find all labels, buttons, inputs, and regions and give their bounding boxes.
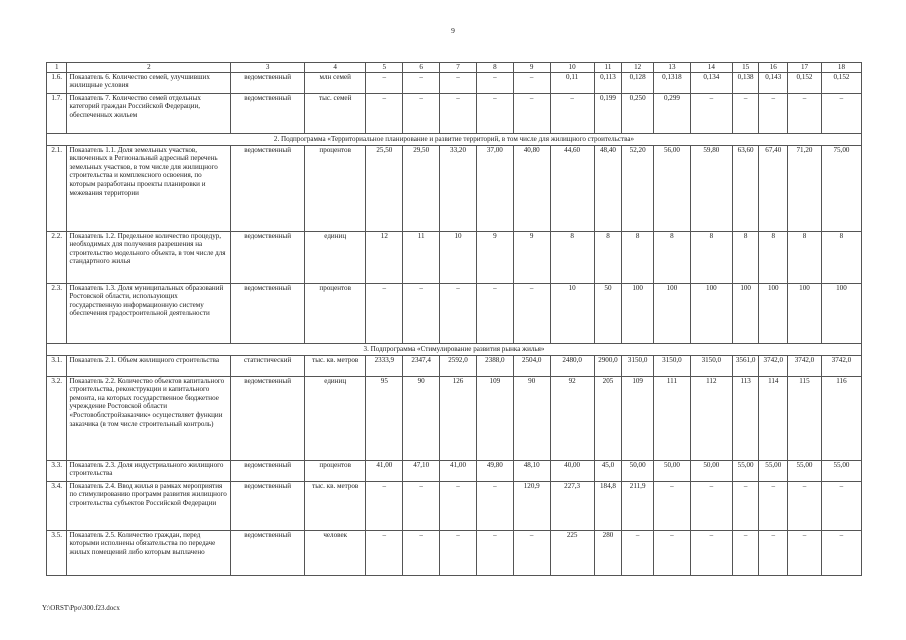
indicator-name: Показатель 1.1. Доля земельных участков, включенных в Региональный адресный перечень земельных участков, в том числе для жилищного строительства и комплексного освоения, по которым разработаны проекты планировки и межевания территории bbox=[67, 145, 231, 231]
column-number: 7 bbox=[440, 63, 477, 73]
value-cell: – bbox=[821, 530, 861, 575]
row-number: 3.2. bbox=[47, 376, 67, 460]
subprogram-title: 2. Подпрограмма «Территориальное планирование и развитие территорий, в том числе для жилищного строительства» bbox=[47, 133, 862, 145]
page-number: 9 bbox=[451, 26, 455, 35]
column-number: 1 bbox=[47, 63, 67, 73]
value-cell: 184,8 bbox=[594, 481, 622, 530]
indicator-type: ведомственный bbox=[231, 231, 305, 283]
value-cell: 63,60 bbox=[732, 145, 759, 231]
column-number: 16 bbox=[759, 63, 788, 73]
column-number: 9 bbox=[513, 63, 550, 73]
unit: процентов bbox=[304, 283, 365, 343]
value-cell: 3150,0 bbox=[690, 355, 732, 376]
value-cell: 8 bbox=[594, 231, 622, 283]
value-cell: – bbox=[821, 93, 861, 133]
column-number: 13 bbox=[654, 63, 691, 73]
row-number: 2.1. bbox=[47, 145, 67, 231]
value-cell: 9 bbox=[476, 231, 513, 283]
value-cell: 2592,0 bbox=[440, 355, 477, 376]
value-cell: 100 bbox=[759, 283, 788, 343]
value-cell: 11 bbox=[403, 231, 440, 283]
value-cell: – bbox=[440, 283, 477, 343]
value-cell: – bbox=[476, 530, 513, 575]
table-row bbox=[47, 481, 862, 530]
value-cell: 71,20 bbox=[788, 145, 822, 231]
value-cell: 8 bbox=[654, 231, 691, 283]
value-cell: 0,299 bbox=[654, 93, 691, 133]
value-cell: 126 bbox=[440, 376, 477, 460]
indicator-type: ведомственный bbox=[231, 376, 305, 460]
indicator-name: Показатель 2.5. Количество граждан, перед которыми исполнены обязательства по передаче жилых помещений либо которым выплачено bbox=[67, 530, 231, 575]
value-cell: – bbox=[550, 93, 594, 133]
unit: тыс. семей bbox=[304, 93, 365, 133]
value-cell: 8 bbox=[550, 231, 594, 283]
column-number: 11 bbox=[594, 63, 622, 73]
value-cell: – bbox=[440, 530, 477, 575]
value-cell: 55,00 bbox=[759, 460, 788, 481]
table-row bbox=[47, 145, 862, 231]
column-number-row bbox=[47, 63, 862, 73]
table-row bbox=[47, 376, 862, 460]
value-cell: 8 bbox=[788, 231, 822, 283]
value-cell: 100 bbox=[821, 283, 861, 343]
value-cell: 12 bbox=[366, 231, 403, 283]
row-number: 3.3. bbox=[47, 460, 67, 481]
indicator-type: ведомственный bbox=[231, 145, 305, 231]
value-cell: 100 bbox=[732, 283, 759, 343]
value-cell: 44,60 bbox=[550, 145, 594, 231]
subprogram-row bbox=[47, 343, 862, 355]
value-cell: 120,9 bbox=[513, 481, 550, 530]
value-cell: 100 bbox=[622, 283, 654, 343]
value-cell: – bbox=[513, 283, 550, 343]
value-cell: 225 bbox=[550, 530, 594, 575]
value-cell: 2333,9 bbox=[366, 355, 403, 376]
value-cell: – bbox=[403, 283, 440, 343]
table-row bbox=[47, 355, 862, 376]
value-cell: 2347,4 bbox=[403, 355, 440, 376]
value-cell: 112 bbox=[690, 376, 732, 460]
indicator-name: Показатель 2.2. Количество объектов капитального строительства, реконструкции и капитального ремонта, на которых государственное бюджетное учреждение Ростовской области «Ростовоблстройзаказчик» осуществляет функции заказчика (в том числе строительный контроль) bbox=[67, 376, 231, 460]
indicator-name: Показатель 1.3. Доля муниципальных образований Ростовской области, использующих государственную информационную систему обеспечения градостроительной деятельности bbox=[67, 283, 231, 343]
value-cell: 41,00 bbox=[366, 460, 403, 481]
value-cell: 56,00 bbox=[654, 145, 691, 231]
value-cell: 25,50 bbox=[366, 145, 403, 231]
unit: человек bbox=[304, 530, 365, 575]
column-number: 8 bbox=[476, 63, 513, 73]
value-cell: 8 bbox=[759, 231, 788, 283]
indicator-type: статистический bbox=[231, 355, 305, 376]
value-cell: – bbox=[788, 93, 822, 133]
value-cell: 3561,0 bbox=[732, 355, 759, 376]
value-cell: 0,128 bbox=[622, 72, 654, 93]
value-cell: 113 bbox=[732, 376, 759, 460]
value-cell: 41,00 bbox=[440, 460, 477, 481]
indicator-type: ведомственный bbox=[231, 460, 305, 481]
indicator-name: Показатель 6. Количество семей, улучшивших жилищные условия bbox=[67, 72, 231, 93]
table-row bbox=[47, 460, 862, 481]
value-cell: 90 bbox=[403, 376, 440, 460]
column-number: 14 bbox=[690, 63, 732, 73]
value-cell: 37,00 bbox=[476, 145, 513, 231]
value-cell: 55,00 bbox=[821, 460, 861, 481]
column-number: 18 bbox=[821, 63, 861, 73]
table-row bbox=[47, 283, 862, 343]
value-cell: 33,20 bbox=[440, 145, 477, 231]
value-cell: – bbox=[366, 530, 403, 575]
value-cell: 40,80 bbox=[513, 145, 550, 231]
value-cell: 3150,0 bbox=[654, 355, 691, 376]
indicator-type: ведомственный bbox=[231, 530, 305, 575]
value-cell: – bbox=[513, 72, 550, 93]
value-cell: 205 bbox=[594, 376, 622, 460]
value-cell: 45,0 bbox=[594, 460, 622, 481]
value-cell: 2504,0 bbox=[513, 355, 550, 376]
value-cell: – bbox=[759, 481, 788, 530]
value-cell: 95 bbox=[366, 376, 403, 460]
value-cell: – bbox=[690, 481, 732, 530]
subprogram-title: 3. Подпрограмма «Стимулирование развития рынка жилья» bbox=[47, 343, 862, 355]
value-cell: 0,199 bbox=[594, 93, 622, 133]
value-cell: 100 bbox=[654, 283, 691, 343]
value-cell: 8 bbox=[690, 231, 732, 283]
value-cell: 0,143 bbox=[759, 72, 788, 93]
value-cell: 3742,0 bbox=[821, 355, 861, 376]
value-cell: 0,138 bbox=[732, 72, 759, 93]
value-cell: 0,152 bbox=[821, 72, 861, 93]
column-number: 2 bbox=[67, 63, 231, 73]
value-cell: 50,00 bbox=[690, 460, 732, 481]
value-cell: 8 bbox=[821, 231, 861, 283]
value-cell: 114 bbox=[759, 376, 788, 460]
value-cell: 109 bbox=[476, 376, 513, 460]
row-number: 2.2. bbox=[47, 231, 67, 283]
value-cell: – bbox=[654, 481, 691, 530]
value-cell: 116 bbox=[821, 376, 861, 460]
value-cell: 227,3 bbox=[550, 481, 594, 530]
column-number: 5 bbox=[366, 63, 403, 73]
value-cell: 67,40 bbox=[759, 145, 788, 231]
column-number: 6 bbox=[403, 63, 440, 73]
value-cell: 0,152 bbox=[788, 72, 822, 93]
value-cell: 3150,0 bbox=[622, 355, 654, 376]
value-cell: – bbox=[513, 93, 550, 133]
row-number: 1.6. bbox=[47, 72, 67, 93]
value-cell: 115 bbox=[788, 376, 822, 460]
unit: млн семей bbox=[304, 72, 365, 93]
value-cell: 50,00 bbox=[622, 460, 654, 481]
value-cell: 280 bbox=[594, 530, 622, 575]
value-cell: 48,10 bbox=[513, 460, 550, 481]
value-cell: – bbox=[654, 530, 691, 575]
value-cell: 0,250 bbox=[622, 93, 654, 133]
value-cell: – bbox=[732, 530, 759, 575]
value-cell: – bbox=[690, 93, 732, 133]
value-cell: 100 bbox=[788, 283, 822, 343]
value-cell: 55,00 bbox=[788, 460, 822, 481]
column-number: 17 bbox=[788, 63, 822, 73]
value-cell: – bbox=[821, 481, 861, 530]
unit: процентов bbox=[304, 145, 365, 231]
row-number: 3.1. bbox=[47, 355, 67, 376]
column-number: 10 bbox=[550, 63, 594, 73]
value-cell: – bbox=[366, 481, 403, 530]
value-cell: 109 bbox=[622, 376, 654, 460]
value-cell: 75,00 bbox=[821, 145, 861, 231]
value-cell: – bbox=[403, 530, 440, 575]
indicator-name: Показатель 2.1. Объем жилищного строительства bbox=[67, 355, 231, 376]
value-cell: – bbox=[440, 481, 477, 530]
unit: процентов bbox=[304, 460, 365, 481]
value-cell: – bbox=[476, 93, 513, 133]
subprogram-row bbox=[47, 133, 862, 145]
value-cell: 111 bbox=[654, 376, 691, 460]
value-cell: 49,80 bbox=[476, 460, 513, 481]
unit: тыс. кв. метров bbox=[304, 355, 365, 376]
value-cell: – bbox=[622, 530, 654, 575]
value-cell: – bbox=[513, 530, 550, 575]
value-cell: 0,134 bbox=[690, 72, 732, 93]
value-cell: – bbox=[690, 530, 732, 575]
row-number: 1.7. bbox=[47, 93, 67, 133]
value-cell: 48,40 bbox=[594, 145, 622, 231]
unit: тыс. кв. метров bbox=[304, 481, 365, 530]
value-cell: 50 bbox=[594, 283, 622, 343]
column-number: 4 bbox=[304, 63, 365, 73]
value-cell: 50,00 bbox=[654, 460, 691, 481]
value-cell: 47,10 bbox=[403, 460, 440, 481]
value-cell: 92 bbox=[550, 376, 594, 460]
indicator-name: Показатель 1.2. Предельное количество процедур, необходимых для получения разрешения на строительство модельного объекта, в том числе для стандартного жилья bbox=[67, 231, 231, 283]
value-cell: – bbox=[366, 283, 403, 343]
indicator-type: ведомственный bbox=[231, 72, 305, 93]
value-cell: – bbox=[476, 72, 513, 93]
row-number: 2.3. bbox=[47, 283, 67, 343]
value-cell: – bbox=[440, 93, 477, 133]
unit: единиц bbox=[304, 376, 365, 460]
value-cell: 211,9 bbox=[622, 481, 654, 530]
value-cell: – bbox=[476, 283, 513, 343]
column-number: 15 bbox=[732, 63, 759, 73]
value-cell: 8 bbox=[622, 231, 654, 283]
value-cell: – bbox=[759, 530, 788, 575]
table-row bbox=[47, 231, 862, 283]
value-cell: 100 bbox=[690, 283, 732, 343]
value-cell: – bbox=[440, 72, 477, 93]
value-cell: – bbox=[759, 93, 788, 133]
value-cell: 40,00 bbox=[550, 460, 594, 481]
indicator-name: Показатель 2.3. Доля индустриального жилищного строительства bbox=[67, 460, 231, 481]
table-row bbox=[47, 530, 862, 575]
value-cell: 29,50 bbox=[403, 145, 440, 231]
value-cell: 0,11 bbox=[550, 72, 594, 93]
value-cell: – bbox=[403, 93, 440, 133]
table-row bbox=[47, 72, 862, 93]
unit: единиц bbox=[304, 231, 365, 283]
column-number: 3 bbox=[231, 63, 305, 73]
value-cell: – bbox=[403, 72, 440, 93]
value-cell: 0,1318 bbox=[654, 72, 691, 93]
indicators-table bbox=[46, 62, 862, 576]
indicator-type: ведомственный bbox=[231, 93, 305, 133]
value-cell: – bbox=[476, 481, 513, 530]
value-cell: 8 bbox=[732, 231, 759, 283]
value-cell: – bbox=[788, 481, 822, 530]
value-cell: 10 bbox=[550, 283, 594, 343]
value-cell: 3742,0 bbox=[788, 355, 822, 376]
value-cell: 59,80 bbox=[690, 145, 732, 231]
value-cell: 0,113 bbox=[594, 72, 622, 93]
indicator-type: ведомственный bbox=[231, 283, 305, 343]
indicator-type: ведомственный bbox=[231, 481, 305, 530]
value-cell: – bbox=[732, 93, 759, 133]
value-cell: 55,00 bbox=[732, 460, 759, 481]
indicator-name: Показатель 7. Количество семей отдельных категорий граждан Российской Федерации, обеспеченных жильем bbox=[67, 93, 231, 133]
value-cell: 3742,0 bbox=[759, 355, 788, 376]
value-cell: 2388,0 bbox=[476, 355, 513, 376]
value-cell: 2900,0 bbox=[594, 355, 622, 376]
value-cell: 52,20 bbox=[622, 145, 654, 231]
value-cell: – bbox=[788, 530, 822, 575]
column-number: 12 bbox=[622, 63, 654, 73]
value-cell: 10 bbox=[440, 231, 477, 283]
file-path-footer: Y:\ORST\Ppo\300.f23.docx bbox=[42, 604, 120, 612]
indicator-name: Показатель 2.4. Ввод жилья в рамках мероприятия по стимулированию программ развития жилищного строительства субъектов Российской Федерации bbox=[67, 481, 231, 530]
value-cell: 2480,0 bbox=[550, 355, 594, 376]
value-cell: 90 bbox=[513, 376, 550, 460]
value-cell: – bbox=[366, 93, 403, 133]
row-number: 3.5. bbox=[47, 530, 67, 575]
value-cell: – bbox=[403, 481, 440, 530]
table-row bbox=[47, 93, 862, 133]
value-cell: – bbox=[366, 72, 403, 93]
row-number: 3.4. bbox=[47, 481, 67, 530]
value-cell: 9 bbox=[513, 231, 550, 283]
value-cell: – bbox=[732, 481, 759, 530]
